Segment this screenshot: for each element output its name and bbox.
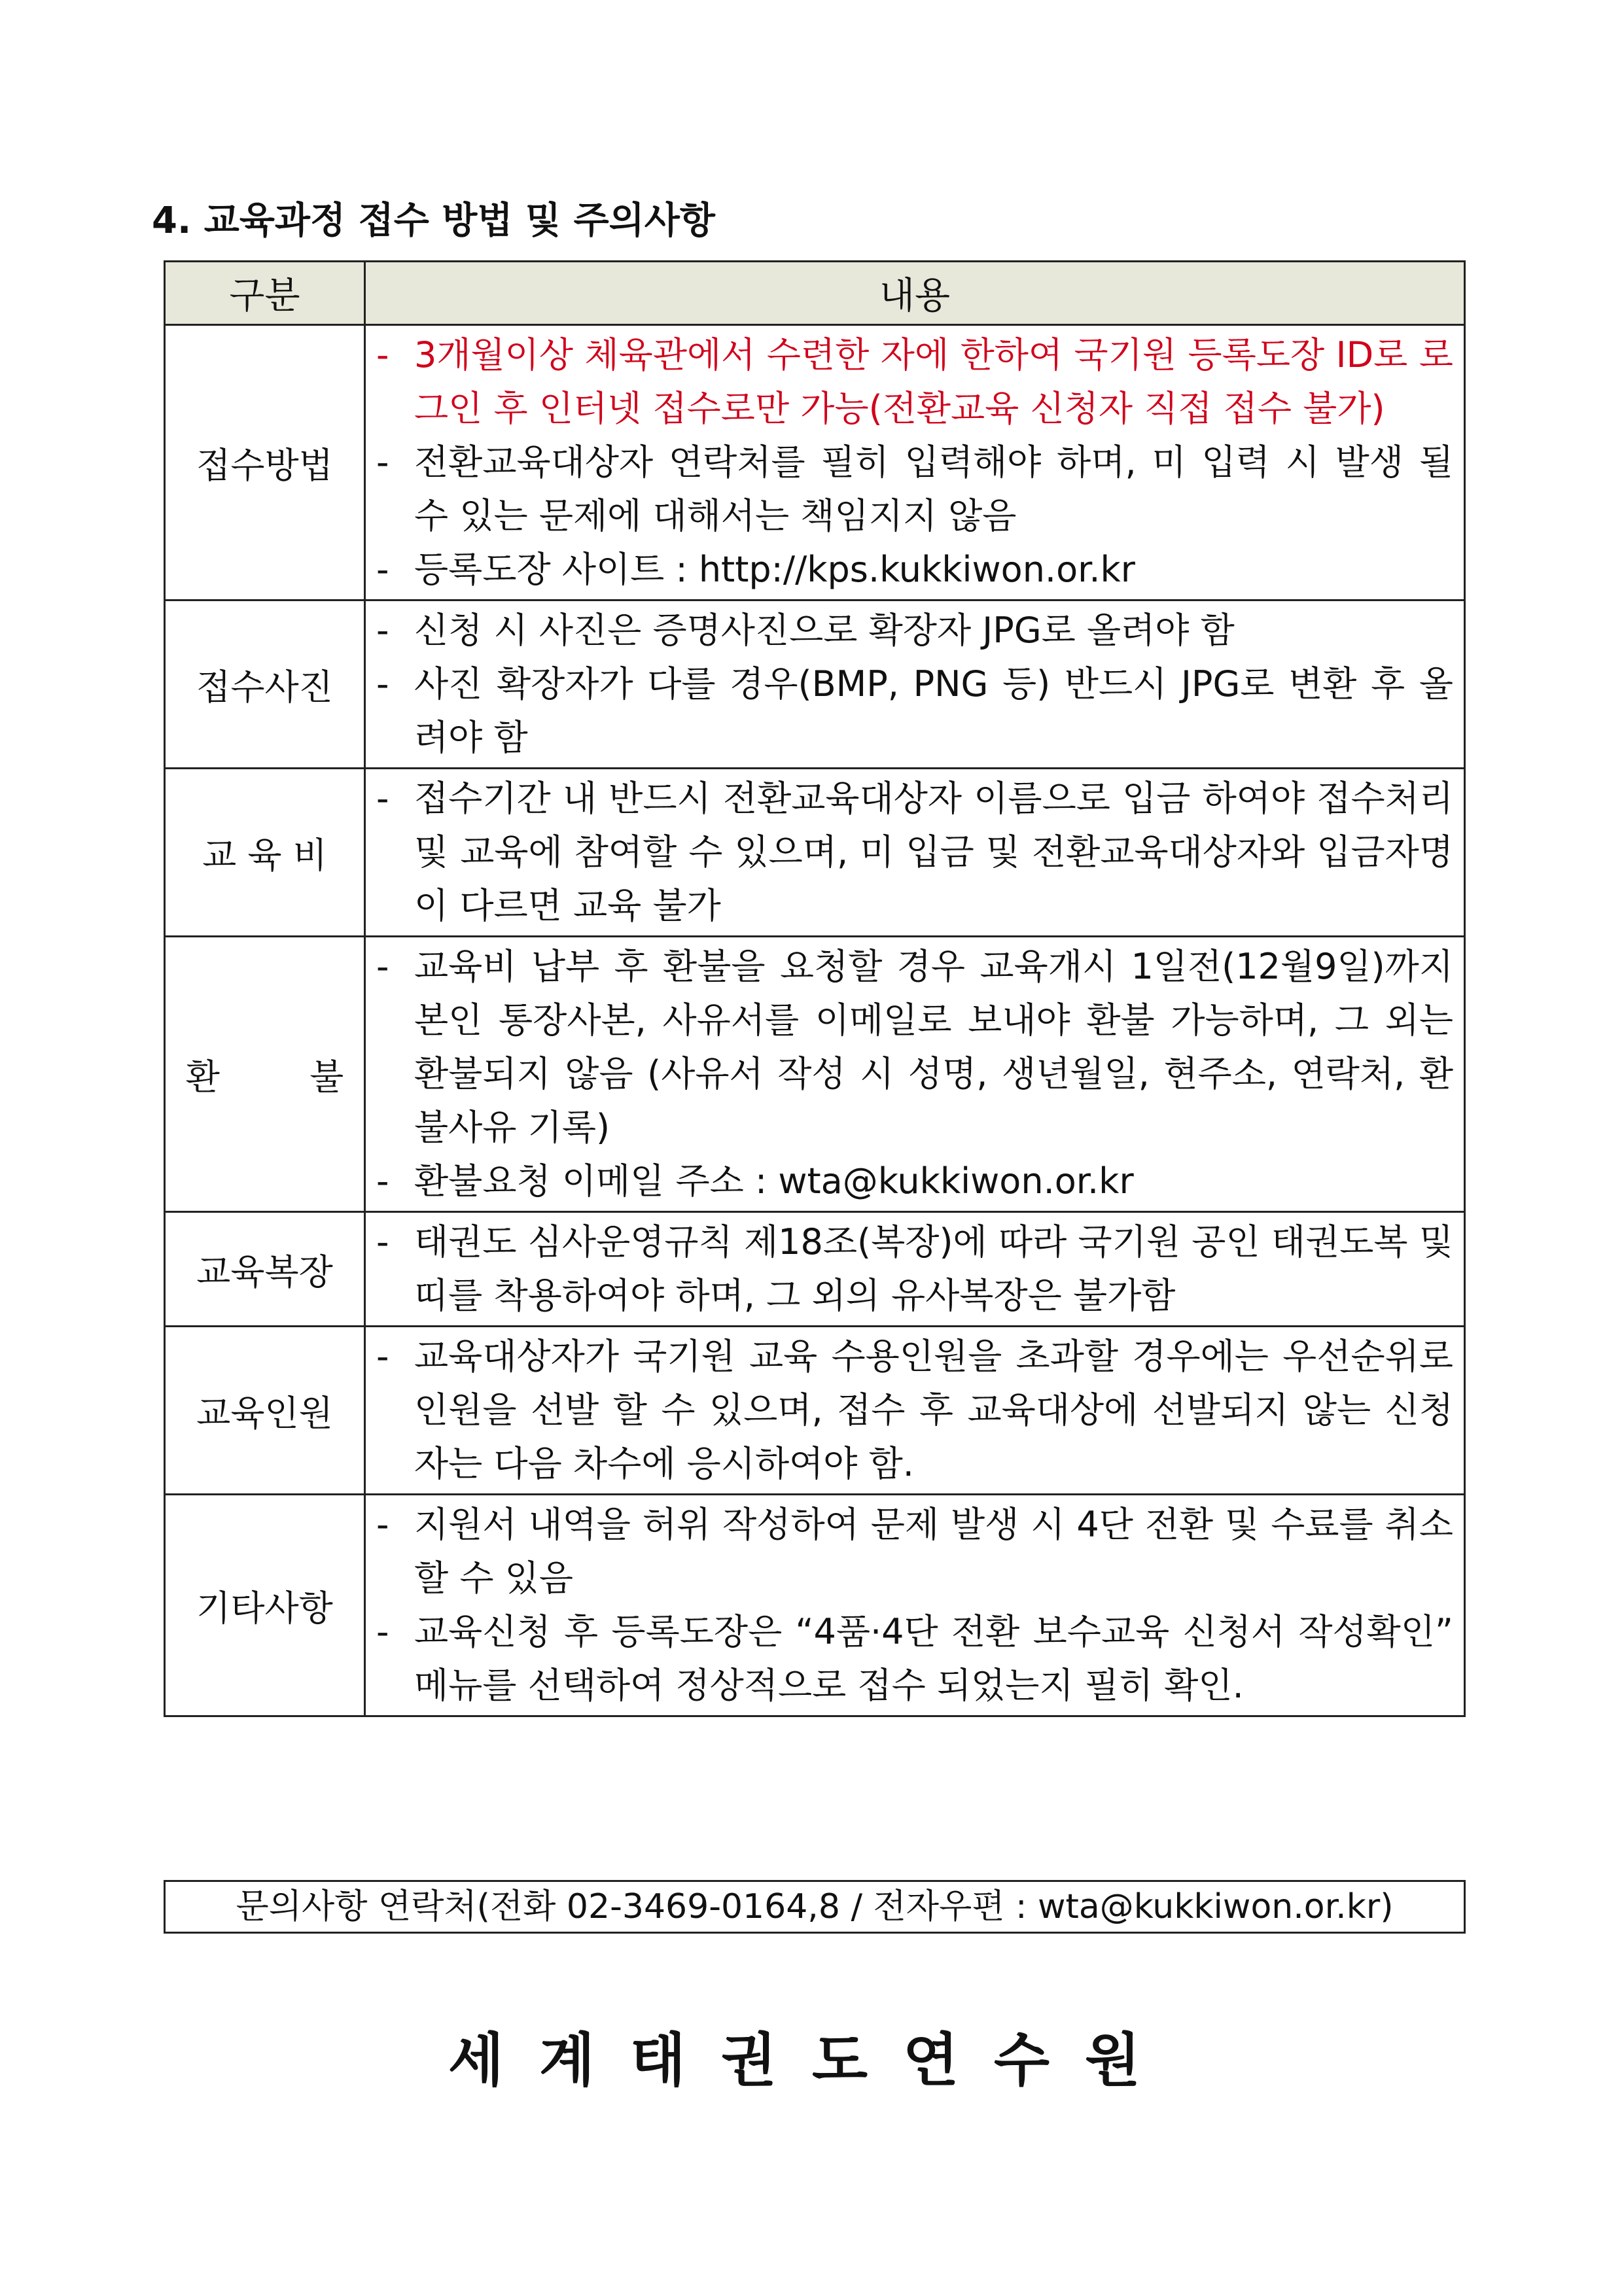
row-content <box>365 769 1465 937</box>
item-text: 교육대상자가 국기원 교육 수용인원을 초과할 경우에는 우선순위로 인원을 선발 할 수 있으며, 접수 후 교육대상에 선발되지 않는 신청자는 다음 차수에 응시하여야 함. <box>414 1336 1453 1484</box>
registration-info-table <box>164 260 1466 1717</box>
list-item: - 환불요청 이메일 주소 : wta@kukkiwon.or.kr <box>376 1155 1453 1208</box>
list-item: - 신청 시 사진은 증명사진으로 확장자 JPG로 올려야 함 <box>376 604 1453 657</box>
row-category: 기타사항 <box>165 1495 365 1716</box>
row-category: 교육인원 <box>165 1327 365 1495</box>
item-text: 전환교육대상자 연락처를 필히 입력해야 하며, 미 입력 시 발생 될 수 있는 문제에 대해서는 책임지지 않음 <box>414 442 1453 536</box>
row-content <box>365 937 1465 1212</box>
row-content <box>365 1212 1465 1327</box>
list-item: - 3개월이상 체육관에서 수련한 자에 한하여 국기원 등록도장 ID로 로그인 후 인터넷 접수로만 가능(전환교육 신청자 직접 접수 불가) <box>376 328 1453 436</box>
item-text: 등록도장 사이트 : http://kps.kukkiwon.or.kr <box>414 549 1136 590</box>
list-item: - 교육비 납부 후 환불을 요청할 경우 교육개시 1일전(12월9일)까지 본인 통장사본, 사유서를 이메일로 보내야 환불 가능하며, 그 외는 환불되지 않음 (사유서 작성 시 성명, 생년월일, 현주소, 연락처, 환불사유 기록) <box>376 940 1453 1155</box>
table-row <box>165 325 1465 600</box>
list-item: - 접수기간 내 반드시 전환교육대상자 이름으로 입금 하여야 접수처리 및 교육에 참여할 수 있으며, 미 입금 및 전환교육대상자와 입금자명이 다르면 교육 불가 <box>376 772 1453 933</box>
row-category: 접수사진 <box>165 600 365 769</box>
item-text: 3개월이상 체육관에서 수련한 자에 한하여 국기원 등록도장 ID로 로그인 후 인터넷 접수로만 가능(전환교육 신청자 직접 접수 불가) <box>414 334 1453 429</box>
row-content <box>365 1495 1465 1716</box>
table-row <box>165 1212 1465 1327</box>
table-header-row <box>165 262 1465 325</box>
item-text: 신청 시 사진은 증명사진으로 확장자 JPG로 올려야 함 <box>414 610 1235 651</box>
row-category: 교육복장 <box>165 1212 365 1327</box>
row-content <box>365 1327 1465 1495</box>
list-item: - 지원서 내역을 허위 작성하여 문제 발생 시 4단 전환 및 수료를 취소할 수 있음 <box>376 1498 1453 1605</box>
item-text: 사진 확장자가 다를 경우(BMP, PNG 등) 반드시 JPG로 변환 후 올려야 함 <box>414 663 1453 758</box>
organization-name: 세계태권도연수원 <box>448 2026 1176 2094</box>
row-category: 접수방법 <box>165 325 365 600</box>
row-content <box>365 325 1465 600</box>
item-text: 교육비 납부 후 환불을 요청할 경우 교육개시 1일전(12월9일)까지 본인 통장사본, 사유서를 이메일로 보내야 환불 가능하며, 그 외는 환불되지 않음 (사유서 작성 시 성명, 생년월일, 현주소, 연락처, 환불사유 기록) <box>414 946 1453 1148</box>
table-row <box>165 600 1465 769</box>
contact-box: 문의사항 연락처(전화 02-3469-0164,8 / 전자우편 : wta@kukkiwon.or.kr) <box>164 1880 1466 1934</box>
header-category: 구분 <box>165 262 365 325</box>
list-item: - 사진 확장자가 다를 경우(BMP, PNG 등) 반드시 JPG로 변환 후 올려야 함 <box>376 657 1453 765</box>
table-row <box>165 937 1465 1212</box>
item-text: 교육신청 후 등록도장은 “4품·4단 전환 보수교육 신청서 작성확인” 메뉴를 선택하여 정상적으로 접수 되었는지 필히 확인. <box>414 1611 1453 1706</box>
list-item: - 전환교육대상자 연락처를 필히 입력해야 하며, 미 입력 시 발생 될 수 있는 문제에 대해서는 책임지지 않음 <box>376 436 1453 543</box>
list-item: - 등록도장 사이트 : http://kps.kukkiwon.or.kr <box>376 543 1453 597</box>
row-category: 환 불 <box>165 937 365 1212</box>
section-title: 4. 교육과정 접수 방법 및 주의사항 <box>152 200 715 242</box>
table-row <box>165 769 1465 937</box>
table-row <box>165 1327 1465 1495</box>
item-text: 환불요청 이메일 주소 : wta@kukkiwon.or.kr <box>414 1160 1134 1202</box>
table-row <box>165 1495 1465 1716</box>
row-content <box>365 600 1465 769</box>
header-content: 내용 <box>365 262 1465 325</box>
list-item: - 태권도 심사운영규칙 제18조(복장)에 따라 국기원 공인 태권도복 및 띠를 착용하여야 하며, 그 외의 유사복장은 불가함 <box>376 1215 1453 1323</box>
item-text: 지원서 내역을 허위 작성하여 문제 발생 시 4단 전환 및 수료를 취소할 수 있음 <box>414 1504 1453 1599</box>
row-category: 교 육 비 <box>165 769 365 937</box>
item-text: 태권도 심사운영규칙 제18조(복장)에 따라 국기원 공인 태권도복 및 띠를 착용하여야 하며, 그 외의 유사복장은 불가함 <box>414 1221 1453 1316</box>
item-text: 접수기간 내 반드시 전환교육대상자 이름으로 입금 하여야 접수처리 및 교육에 참여할 수 있으며, 미 입금 및 전환교육대상자와 입금자명이 다르면 교육 불가 <box>414 778 1453 926</box>
list-item: - 교육대상자가 국기원 교육 수용인원을 초과할 경우에는 우선순위로 인원을 선발 할 수 있으며, 접수 후 교육대상에 선발되지 않는 신청자는 다음 차수에 응시하여야 함. <box>376 1330 1453 1491</box>
list-item: - 교육신청 후 등록도장은 “4품·4단 전환 보수교육 신청서 작성확인” 메뉴를 선택하여 정상적으로 접수 되었는지 필히 확인. <box>376 1605 1453 1713</box>
